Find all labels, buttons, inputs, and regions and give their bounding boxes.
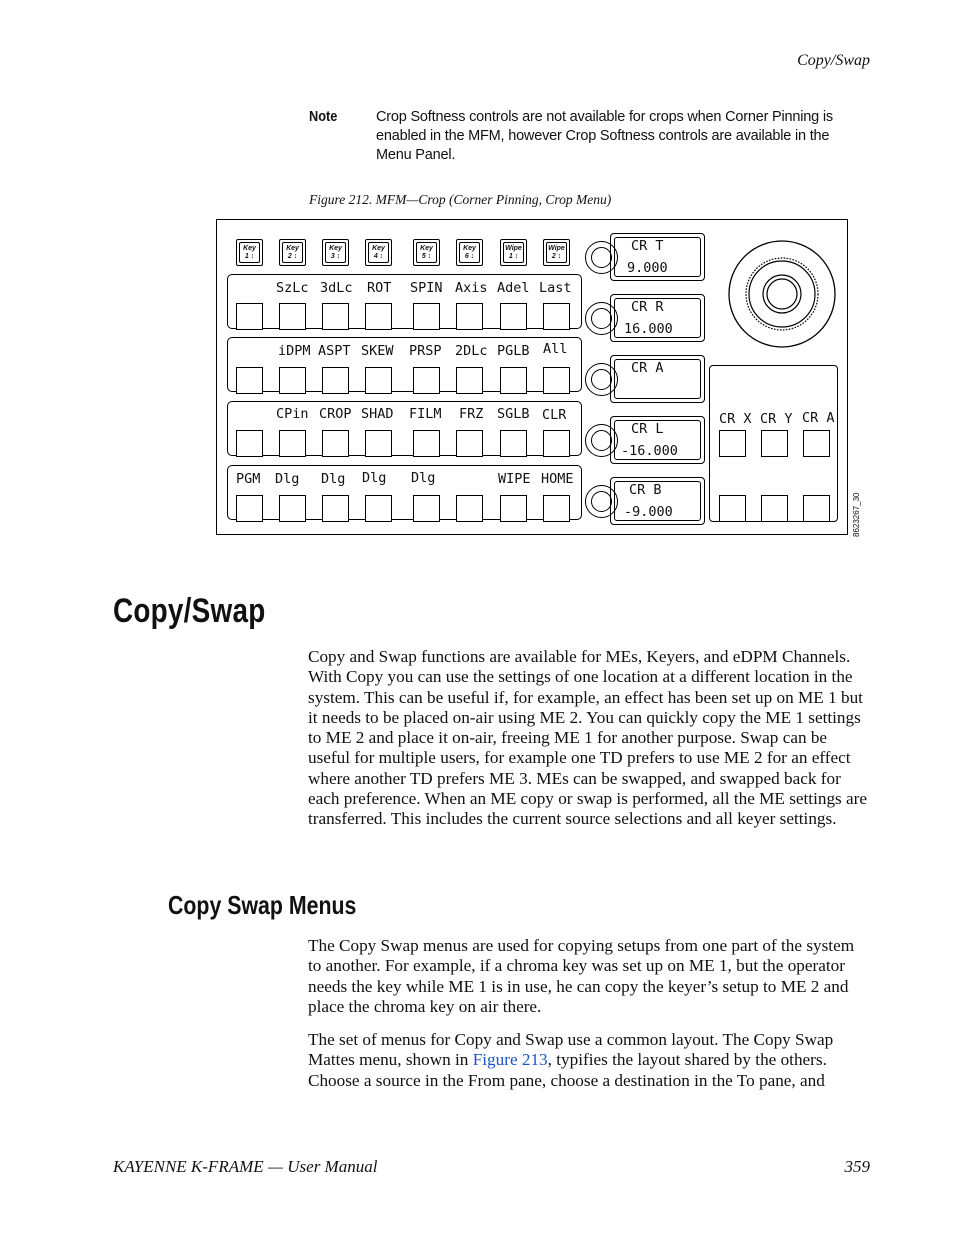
cr-x-button bbox=[719, 430, 746, 457]
row-2-button bbox=[456, 367, 483, 394]
label-cr-y: CR Y bbox=[760, 411, 793, 427]
paragraph-text: The set of menus for Copy and Swap use a common layout. The Copy Swap Mattes menu, shown in bbox=[308, 1030, 834, 1070]
row-3-button bbox=[543, 430, 570, 457]
row-1-button bbox=[543, 303, 570, 330]
section-title: Copy/Swap bbox=[113, 592, 266, 630]
label-axis: Axis bbox=[455, 280, 488, 296]
intro-paragraph: Copy and Swap functions are available for MEs, Keyers, and eDPM Channels. With Copy you can use the settings of one location at a different location in the system. This can be useful if, for example, an effect has been set up on ME 1 but it needs to be placed on-air using ME 2. You can quickly copy the ME 1 settings to ME 2 and place it on-air, freeing ME 1 for another purpose. Swap can be useful for multiple users, for example one TD prefers to use ME 2 for an effect where another TD prefers ME 3. MEs can be swapped, and swapped back for each preference. When an ME copy or swap is performed, all the ME settings are transferred. This includes the current source selections and all keyer settings. bbox=[308, 647, 868, 829]
copy-swap-paragraph-1: The Copy Swap menus are used for copying setups from one part of the system to another. For example, if a chroma key was set up on ME 1, but the operator needs the key while ME 1 is in use, he can copy the keyer’s setup to ME 2 and place the chroma key on air there. bbox=[308, 936, 855, 1016]
label-pgm: PGM bbox=[236, 471, 261, 487]
wipe-2-button: Wipe 2 ↕ bbox=[543, 239, 570, 266]
figure-id-number: 8623267_30 bbox=[852, 492, 861, 537]
label-skew: SKEW bbox=[361, 343, 394, 359]
mfm-crop-panel-figure bbox=[216, 219, 848, 535]
cr-y-button bbox=[761, 430, 788, 457]
row-2-button bbox=[322, 367, 349, 394]
row-4-button bbox=[365, 495, 392, 522]
row-3-button bbox=[322, 430, 349, 457]
running-header: Copy/Swap bbox=[797, 52, 870, 69]
label-all: All bbox=[543, 341, 568, 357]
key-1-button: Key 1 ↕ bbox=[236, 239, 263, 266]
label-cr-a-right: CR A bbox=[802, 410, 835, 426]
joystick-knob-icon bbox=[725, 234, 841, 352]
footer-manual-title: KAYENNE K-FRAME — User Manual bbox=[113, 1157, 378, 1176]
wipe-1-button: Wipe 1 ↕ bbox=[500, 239, 527, 266]
row-4-button bbox=[543, 495, 570, 522]
label-crop: CROP bbox=[319, 406, 352, 422]
figure-caption: Figure 212. MFM—Crop (Corner Pinning, Crop Menu) bbox=[309, 192, 612, 207]
row-3-button bbox=[500, 430, 527, 457]
row-4-button bbox=[322, 495, 349, 522]
label-szlc: SzLc bbox=[276, 280, 309, 296]
label-idpm: iDPM bbox=[278, 343, 311, 359]
copy-swap-paragraph-2 bbox=[308, 1030, 870, 1091]
label-home: HOME bbox=[541, 471, 574, 487]
key-4-button: Key 4 ↕ bbox=[365, 239, 392, 266]
xy-bottom-button bbox=[719, 495, 746, 522]
label-last: Last bbox=[539, 280, 572, 296]
page-number: 359 bbox=[844, 1157, 870, 1176]
label-prsp: PRSP bbox=[409, 343, 442, 359]
label-2dlc: 2DLc bbox=[455, 343, 488, 359]
label-cpin: CPin bbox=[276, 406, 309, 422]
label-aspt: ASPT bbox=[318, 343, 351, 359]
label-adel: Adel bbox=[497, 280, 530, 296]
row-1-button bbox=[365, 303, 392, 330]
row-2-button bbox=[279, 367, 306, 394]
row-2-button bbox=[413, 367, 440, 394]
row-3-button bbox=[279, 430, 306, 457]
row-1-button bbox=[322, 303, 349, 330]
key-3-button: Key 3 ↕ bbox=[322, 239, 349, 266]
label-film: FILM bbox=[409, 406, 442, 422]
key-2-button: Key 2 ↕ bbox=[279, 239, 306, 266]
label-clr: CLR bbox=[542, 407, 567, 423]
row-3-button bbox=[365, 430, 392, 457]
figure-213-link[interactable]: Figure 213 bbox=[472, 1050, 548, 1070]
label-pglb: PGLB bbox=[497, 343, 530, 359]
xy-bottom-button bbox=[761, 495, 788, 522]
row-2-button bbox=[500, 367, 527, 394]
label-dlg-2: Dlg bbox=[321, 471, 346, 487]
row-4-button bbox=[279, 495, 306, 522]
label-dlg-4: Dlg bbox=[411, 470, 436, 486]
subsection-title: Copy Swap Menus bbox=[168, 890, 357, 920]
cr-r-readout: CR R 16.000 bbox=[610, 294, 705, 342]
note-label: Note bbox=[309, 108, 338, 125]
row-1-button bbox=[279, 303, 306, 330]
label-sglb: SGLB bbox=[497, 406, 530, 422]
row-1-button bbox=[236, 303, 263, 330]
label-3dlc: 3dLc bbox=[320, 280, 353, 296]
xy-bottom-button bbox=[803, 495, 830, 522]
label-dlg-1: Dlg bbox=[275, 471, 300, 487]
label-shad: SHAD bbox=[361, 406, 394, 422]
label-dlg-3: Dlg bbox=[362, 470, 387, 486]
row-3-button bbox=[456, 430, 483, 457]
row-4-button bbox=[456, 495, 483, 522]
row-2-button bbox=[365, 367, 392, 394]
label-spin: SPIN bbox=[410, 280, 443, 296]
cr-b-readout: CR B -9.000 bbox=[610, 477, 705, 525]
row-4-button bbox=[236, 495, 263, 522]
note-text: Crop Softness controls are not available for crops when Corner Pinning is enabled in the MFM, however Crop Softness controls are available in the Menu Panel. bbox=[376, 109, 833, 163]
cr-t-readout: CR T 9.000 bbox=[610, 233, 705, 281]
cr-a-button bbox=[803, 430, 830, 457]
cr-l-readout: CR L -16.000 bbox=[610, 416, 705, 464]
row-4-button bbox=[500, 495, 527, 522]
row-1-button bbox=[500, 303, 527, 330]
row-4-button bbox=[413, 495, 440, 522]
row-1-button bbox=[456, 303, 483, 330]
label-wipe: WIPE bbox=[498, 471, 531, 487]
paragraph-text: , typifies the layout shared by the others. Choose a source in the From pane, choose a destination in the To pane, and bbox=[308, 1050, 827, 1090]
row-1-button bbox=[413, 303, 440, 330]
row-3-button bbox=[236, 430, 263, 457]
key-5-button: Key 5 ↕ bbox=[413, 239, 440, 266]
row-2-button bbox=[236, 367, 263, 394]
label-cr-x: CR X bbox=[719, 411, 752, 427]
row-3-button bbox=[413, 430, 440, 457]
label-rot: ROT bbox=[367, 280, 392, 296]
row-2-button bbox=[543, 367, 570, 394]
label-frz: FRZ bbox=[459, 406, 484, 422]
key-6-button: Key 6 ↕ bbox=[456, 239, 483, 266]
cr-a-readout: CR A bbox=[610, 355, 705, 403]
